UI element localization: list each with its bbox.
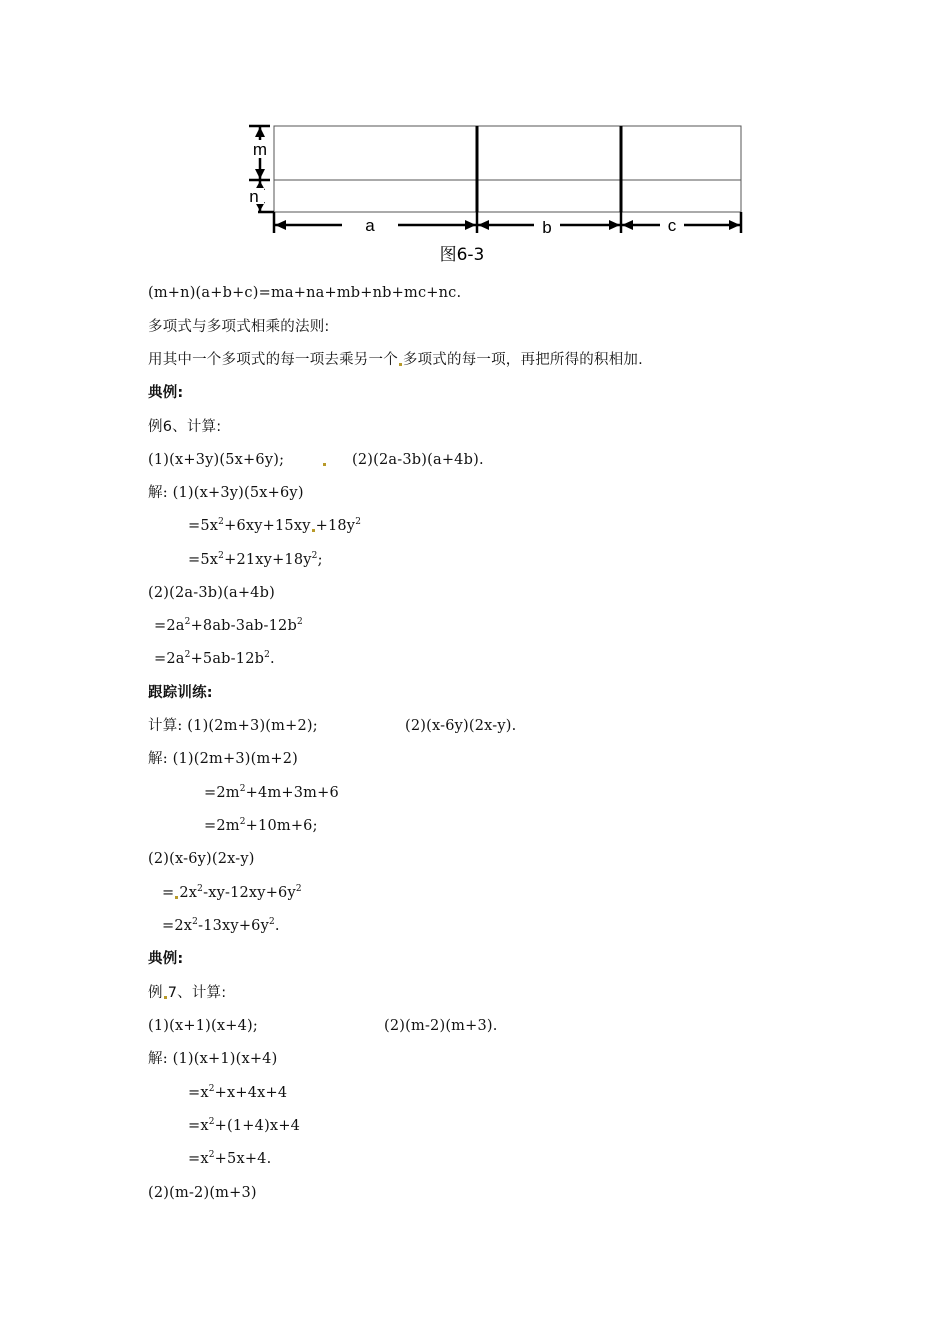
practice-question-2: (2)(x-6y)(2x-y). (405, 718, 517, 734)
solution-6-1-line-1: 解: (1)(x+3y)(5x+6y) (148, 485, 304, 501)
solution-6-2-line-1: (2)(2a-3b)(a+4b) (148, 585, 275, 601)
practice-solution-2-line-2: = $2x^2-xy-12xy+6y^2$ (162, 884, 302, 901)
label-b: b (542, 218, 552, 237)
practice-solution-1-line-1: 解: (1)(2m+3)(m+2) (148, 751, 299, 767)
label-m: m (252, 140, 268, 159)
practice-question-1: 计算: (1)(2m+3)(m+2); (148, 718, 318, 734)
example-7-question-2: (2)(m-2)(m+3). (384, 1018, 498, 1034)
practice-solution-2-line-3: $=2x^2-13xy+6y^2$. (162, 917, 280, 934)
figure-caption: 图6-3 (439, 245, 485, 265)
practice-solution-1-line-2: $=2m^2+4m+3m+6$ (204, 784, 339, 801)
solution-7-1-line-4: $=x^2+5x+4$. (188, 1150, 272, 1167)
solution-7-2-line-1: (2)(m-2)(m+3) (148, 1185, 257, 1201)
label-c: c (667, 216, 677, 235)
solution-7-1-line-3: $=x^2+(1+4)x+4$ (188, 1117, 301, 1134)
label-n: n (249, 187, 259, 206)
solution-6-2-line-3: $=2a^2+5ab-12b^2$. (154, 650, 275, 667)
section-heading-practice: 跟踪训练: (148, 685, 213, 701)
rule-heading: 多项式与多项式相乘的法则: (148, 319, 330, 335)
solution-6-2-line-2: $=2a^2+8ab-3ab-12b^2$ (154, 617, 303, 634)
solution-7-1-line-2: $=x^2+x+4x+4$ (188, 1084, 288, 1101)
rectangle-outline (274, 126, 741, 212)
example-6-title: 例6、计算: (148, 419, 222, 435)
example-6-question-1: (1)(x+3y)(5x+6y); (148, 452, 285, 468)
solution-6-1-line-3: $=5x^2+21xy+18y^2$; (188, 551, 323, 568)
solution-7-1-line-1: 解: (1)(x+1)(x+4) (148, 1051, 278, 1067)
practice-solution-1-line-3: $=2m^2+10m+6$; (204, 817, 318, 834)
section-heading-example: 典例: (148, 385, 184, 401)
example-6-question-2: (2)(2a-3b)(a+4b). (352, 452, 484, 468)
rule-text: 用其中一个多项式的每一项去乘另一个 多项式的每一项，再把所得的积相加. (148, 352, 643, 368)
solution-6-1-line-2: $=5x^2+6xy+15xy +18y^2$ (188, 517, 362, 534)
expansion-formula: (m+n)(a+b+c)=ma+na+mb+nb+mc+nc. (148, 285, 462, 301)
stray-dot (323, 463, 326, 466)
example-7-question-1: (1)(x+1)(x+4); (148, 1018, 258, 1034)
section-heading-example-2: 典例: (148, 951, 184, 967)
example-7-title: 例 7、计算: (148, 985, 227, 1001)
practice-solution-2-line-1: (2)(x-6y)(2x-y) (148, 851, 255, 867)
label-a: a (365, 216, 375, 235)
area-model-figure (240, 118, 750, 270)
